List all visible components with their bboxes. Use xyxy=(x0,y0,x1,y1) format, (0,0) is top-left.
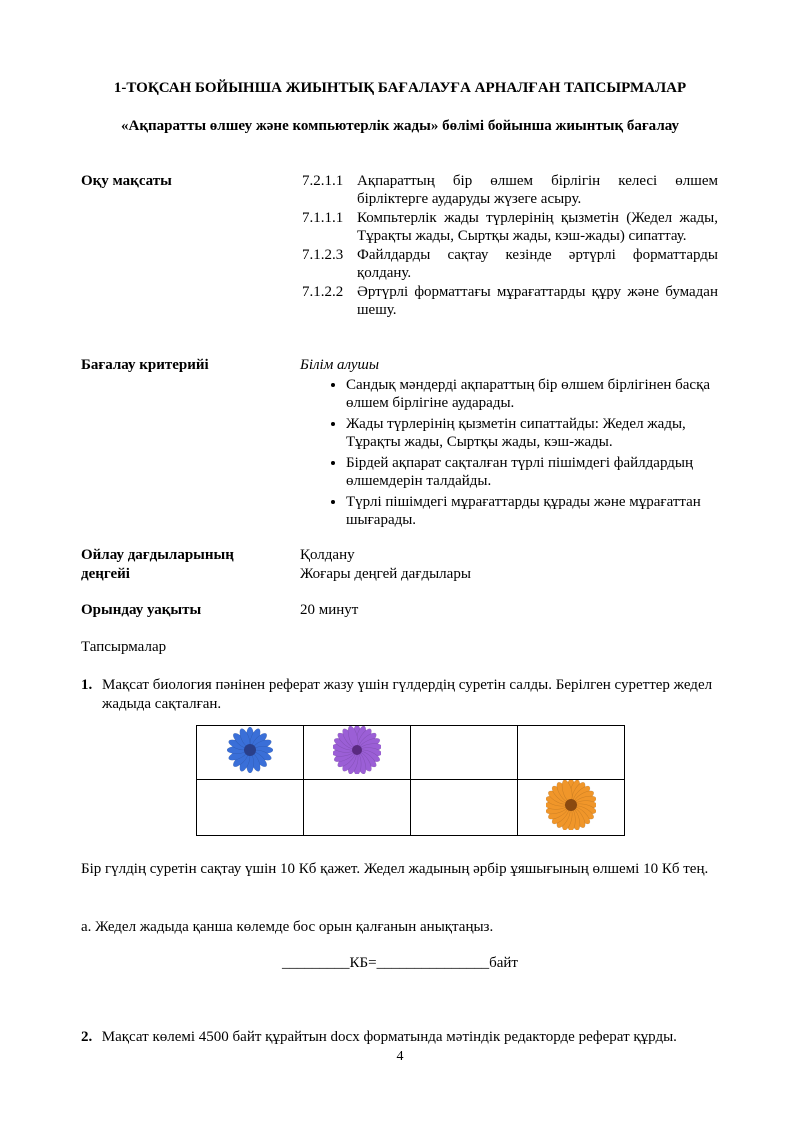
task-1-paragraph: Бір гүлдің суретін сақтау үшін 10 Кб қажет. Жедел жадының әрбір ұяшығының өлшемі 10 Кб тең. xyxy=(81,861,709,877)
objective-text: Әртүрлі форматтағы мұрағаттарды құру және бумадан шешу. xyxy=(357,284,718,318)
task-number: 1. xyxy=(81,677,93,693)
memory-cell xyxy=(197,726,304,780)
memory-cell xyxy=(304,726,411,780)
time-value: 20 минут xyxy=(300,602,359,618)
criteria-item: • Түрлі пішімдегі мұрағаттарды құрады және мұрағаттан шығарады. xyxy=(346,493,720,529)
objective-text: Файлдарды сақтау кезінде әртүрлі форматтарды қолдану. xyxy=(357,247,718,281)
criteria-item: • Сандық мәндерді ақпараттың бір өлшем бірлігінен басқа өлшем бірлігіне аударады. xyxy=(346,376,720,412)
objectives-label: Оқу мақсаты xyxy=(81,173,172,189)
criteria-item: • Жады түрлерінің қызметін сипаттайды: Жедел жады, Тұрақты жады, Сыртқы жады, кэш-жады. xyxy=(346,415,720,451)
thinking-value-line: Қолдану xyxy=(300,547,355,563)
thinking-value-line: Жоғары деңгей дағдылары xyxy=(300,566,471,582)
objective-item xyxy=(302,209,718,245)
memory-cell xyxy=(518,726,625,780)
task-number: 2. xyxy=(81,1029,93,1045)
criteria-lead: Білім алушы xyxy=(300,357,380,373)
thinking-value xyxy=(300,546,471,584)
orange-flower-icon xyxy=(546,780,596,830)
criteria-list xyxy=(300,376,720,529)
task-1 xyxy=(81,676,721,714)
task-text: Мақсат биология пәнінен реферат жазу үшін гүлдердің суретін салды. Берілген суреттер жедел жадыда сақталған. xyxy=(102,677,713,712)
purple-flower-icon xyxy=(333,726,381,774)
objective-item xyxy=(302,246,718,282)
memory-cell xyxy=(197,780,304,836)
time-label: Орындау уақыты xyxy=(81,602,202,618)
tasks-heading: Тапсырмалар xyxy=(81,639,167,655)
criteria-item: • Бірдей ақпарат сақталған түрлі пішімдегі файлдардың өлшемдерін талдайды. xyxy=(346,454,720,490)
document-subtitle: «Ақпаратты өлшеу және компьютерлік жады» бөлімі бойынша жиынтық бағалау xyxy=(121,118,679,134)
memory-cell xyxy=(304,780,411,836)
criteria-label: Бағалау критерийі xyxy=(81,357,209,373)
objective-code: 7.1.2.3 xyxy=(302,247,344,263)
objectives-list xyxy=(302,172,718,320)
objective-item xyxy=(302,283,718,319)
criteria-block xyxy=(300,356,720,532)
objective-code: 7.1.2.2 xyxy=(302,284,344,300)
task-text: Мақсат көлемі 4500 байт құрайтын docx форматында мәтіндік редакторде реферат құрды. xyxy=(101,1029,677,1045)
blue-flower-icon xyxy=(227,727,273,773)
thinking-label-line: Ойлау дағдыларының xyxy=(81,547,234,563)
memory-cell xyxy=(411,726,518,780)
document-title: 1-ТОҚСАН БОЙЫНША ЖИЫНТЫҚ БАҒАЛАУҒА АРНАЛҒАН ТАПСЫРМАЛАР xyxy=(113,80,687,96)
objective-text: Ақпараттың бір өлшем бірлігін келесі өлшем бірліктерге аударуды жүзеге асыру. xyxy=(357,173,718,207)
memory-cell xyxy=(411,780,518,836)
objective-code: 7.1.1.1 xyxy=(302,210,344,226)
thinking-label-line: деңгейі xyxy=(81,566,130,582)
objective-item xyxy=(302,172,718,208)
answer-line: _________КБ=_______________байт xyxy=(282,955,518,971)
task-2 xyxy=(81,1028,721,1047)
memory-grid xyxy=(196,725,625,836)
task-1-question-a: а. Жедел жадыда қанша көлемде бос орын қалғанын анықтаңыз. xyxy=(81,919,494,935)
memory-cell xyxy=(518,780,625,836)
objective-text: Компьтерлік жады түрлерінің қызметін (Жедел жады, Тұрақты жады, Сыртқы жады, кэш-жады) сипаттау. xyxy=(357,210,718,244)
thinking-label xyxy=(81,546,234,584)
objective-code: 7.2.1.1 xyxy=(302,173,344,189)
page-number: 4 xyxy=(396,1049,404,1064)
